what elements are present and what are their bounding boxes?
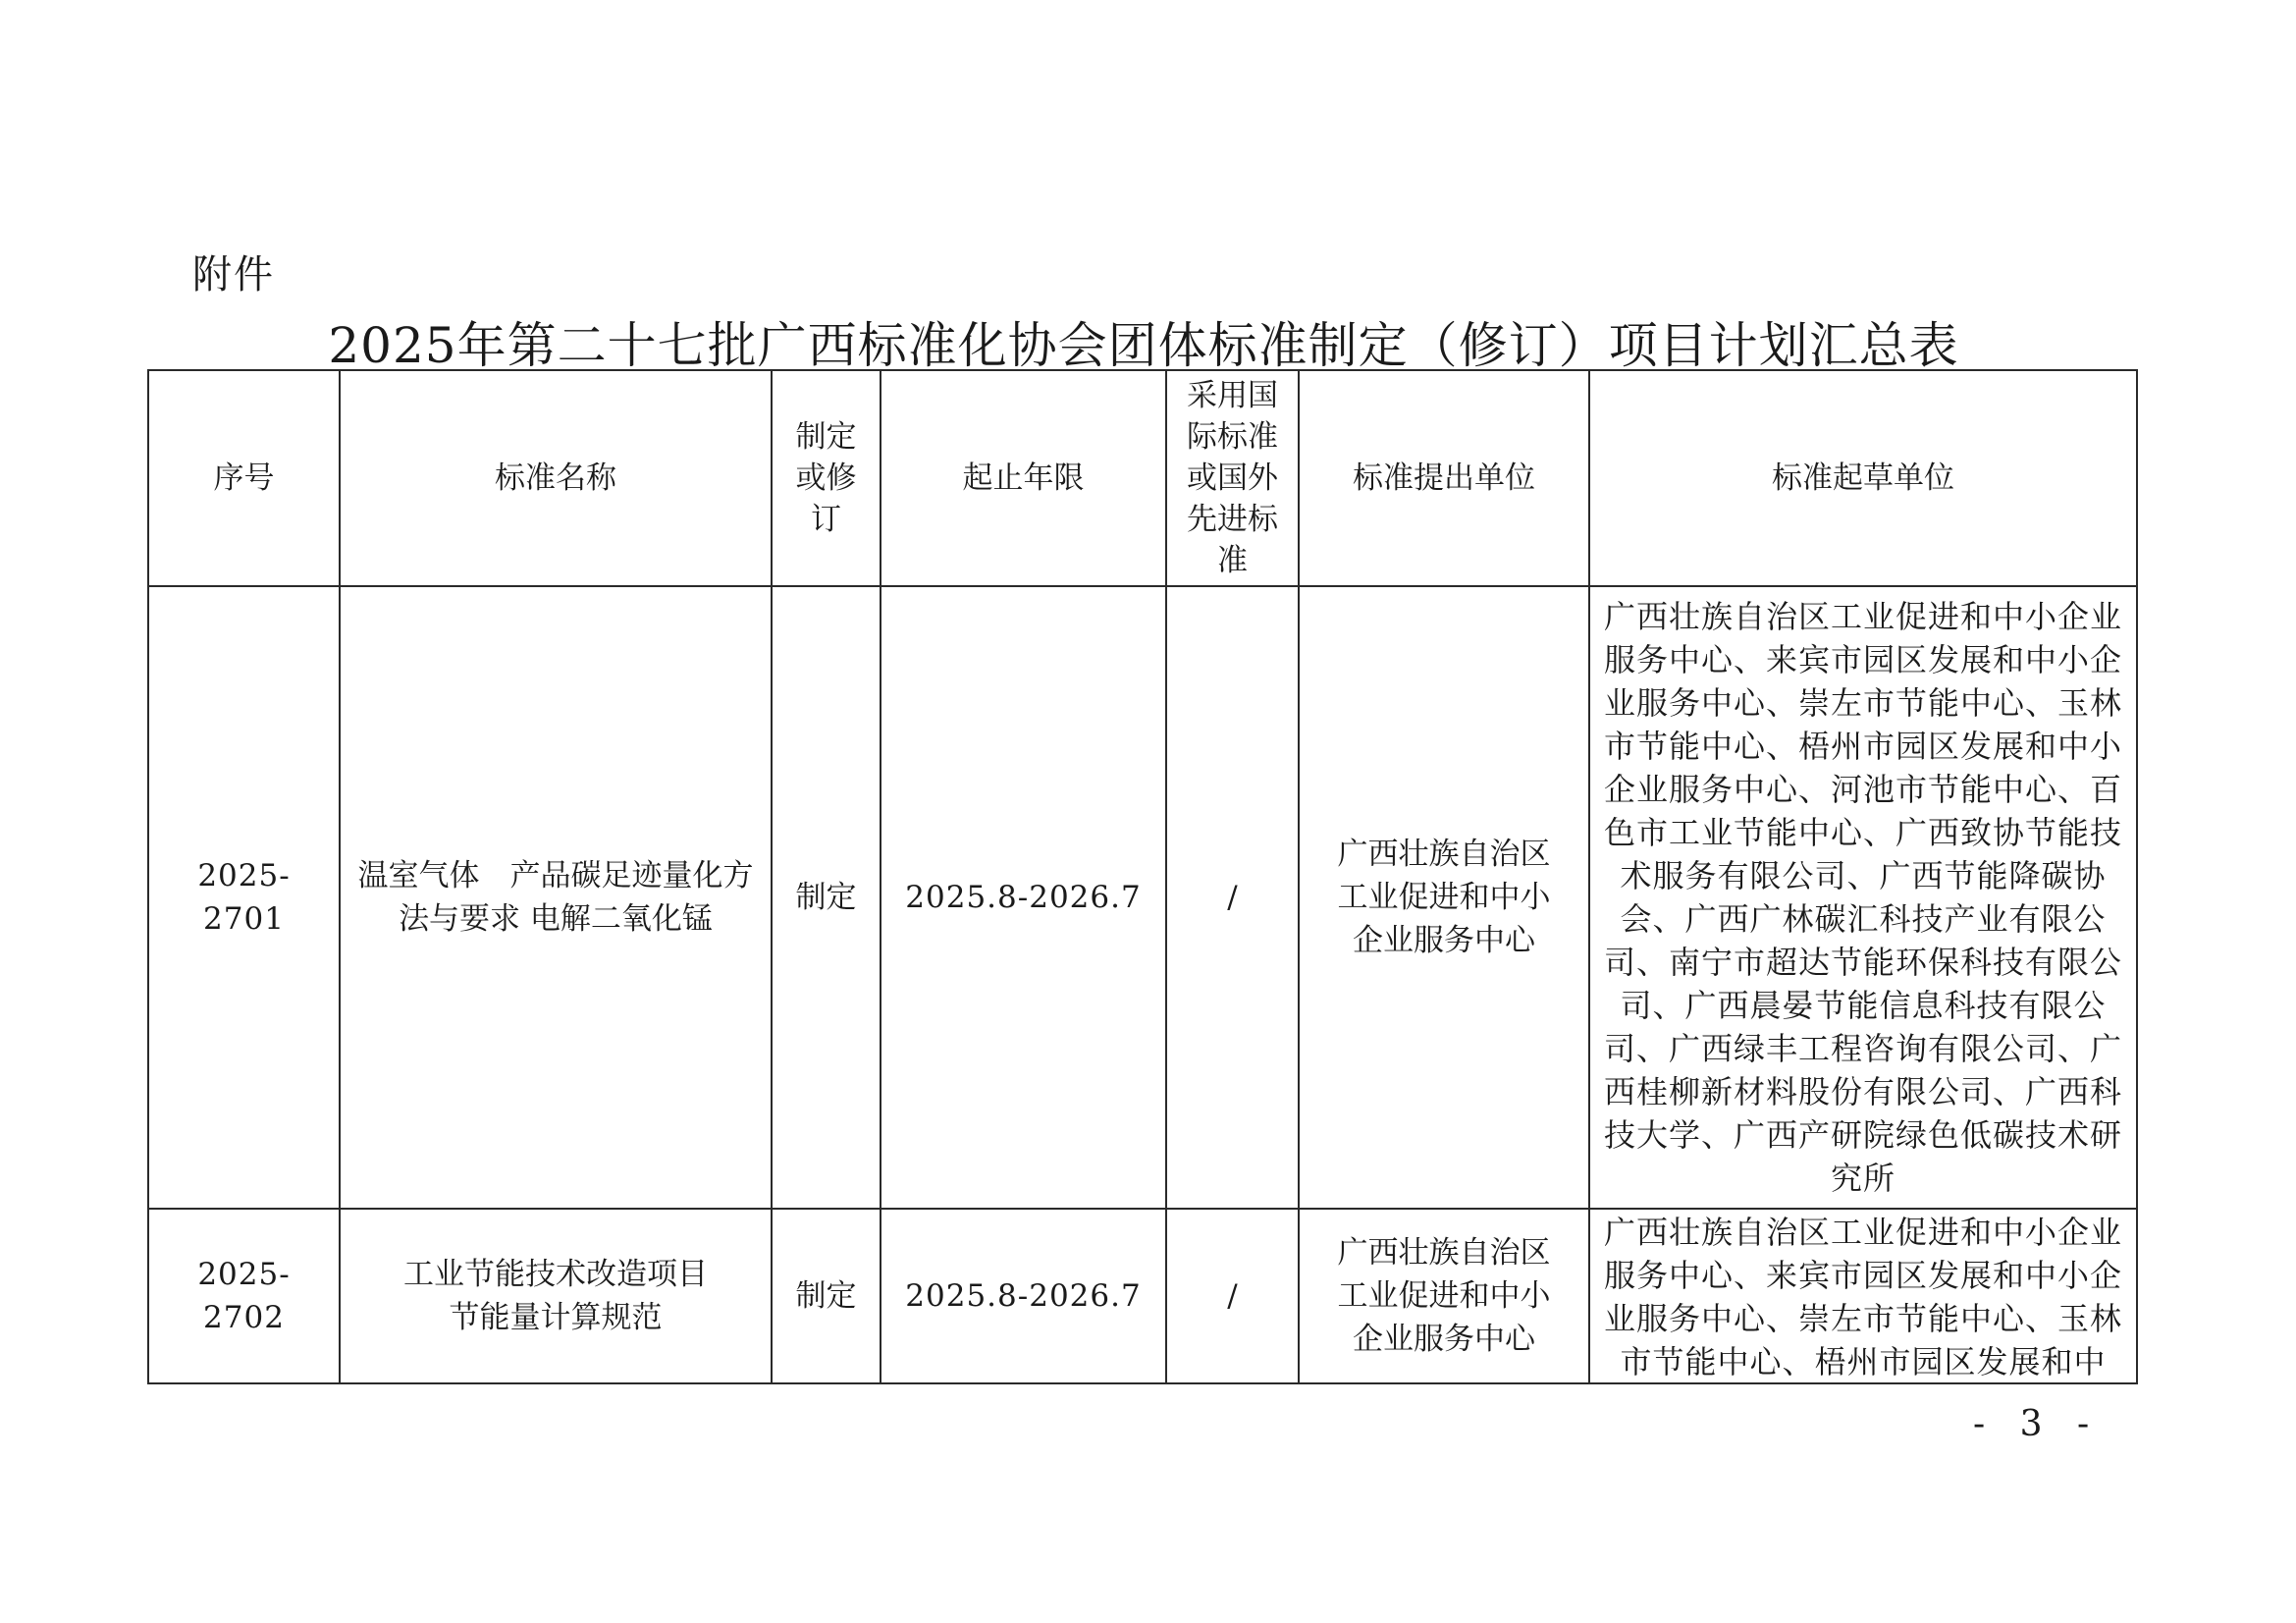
table-row xyxy=(148,586,2137,1209)
cell-drafter-container xyxy=(1589,1209,2137,1383)
cell-drafter: 广西壮族自治区工业促进和中小企业服务中心、来宾市园区发展和中小企业服务中心、崇左市节能中心、玉林市节能中心、梧州市园区发展和中 xyxy=(1603,1214,2122,1380)
attachment-label: 附件 xyxy=(192,252,275,298)
cell-adopt-standard: / xyxy=(1166,586,1299,1209)
table-header-row xyxy=(148,370,2137,586)
cell-period: 2025.8-2026.7 xyxy=(881,1209,1166,1383)
cell-drafter: 广西壮族自治区工业促进和中小企业服务中心、来宾市园区发展和中小企业服务中心、崇左市节能中心、玉林市节能中心、梧州市园区发展和中小企业服务中心、河池市节能中心、百色市工业节能中心、广西致协节能技术服务有限公司、广西节能降碳协会、广西广林碳汇科技产业有限公司、南宁市超达节能环保科技有限公司、广西晨晏节能信息科技有限公司、广西绿丰工程咨询有限公司、广西桂柳新材料股份有限公司、广西科技大学、广西产研院绿色低碳技术研究所 xyxy=(1589,586,2137,1209)
cell-standard-name: 温室气体 产品碳足迹量化方法与要求 电解二氧化锰 xyxy=(340,586,772,1209)
project-plan-table xyxy=(147,369,2138,1384)
header-type: 制定或修订 xyxy=(772,370,881,586)
header-adopt-standard: 采用国际标准或国外先进标准 xyxy=(1166,370,1299,586)
header-proposer: 标准提出单位 xyxy=(1299,370,1589,586)
cell-proposer: 广西壮族自治区工业促进和中小企业服务中心 xyxy=(1299,1209,1589,1383)
header-drafter: 标准起草单位 xyxy=(1589,370,2137,586)
header-period: 起止年限 xyxy=(881,370,1166,586)
header-seq: 序号 xyxy=(148,370,340,586)
page-number: - 3 - xyxy=(1973,1404,2102,1444)
table-row xyxy=(148,1209,2137,1383)
cell-period: 2025.8-2026.7 xyxy=(881,586,1166,1209)
cell-seq: 2025-2701 xyxy=(148,586,340,1209)
page-title: 2025年第二十七批广西标准化协会团体标准制定（修订）项目计划汇总表 xyxy=(328,317,1959,374)
cell-proposer: 广西壮族自治区工业促进和中小企业服务中心 xyxy=(1299,586,1589,1209)
header-standard-name: 标准名称 xyxy=(340,370,772,586)
cell-adopt-standard: / xyxy=(1166,1209,1299,1383)
cell-type: 制定 xyxy=(772,586,881,1209)
cell-type: 制定 xyxy=(772,1209,881,1383)
cell-standard-name: 工业节能技术改造项目节能量计算规范 xyxy=(340,1209,772,1383)
cell-seq: 2025-2702 xyxy=(148,1209,340,1383)
